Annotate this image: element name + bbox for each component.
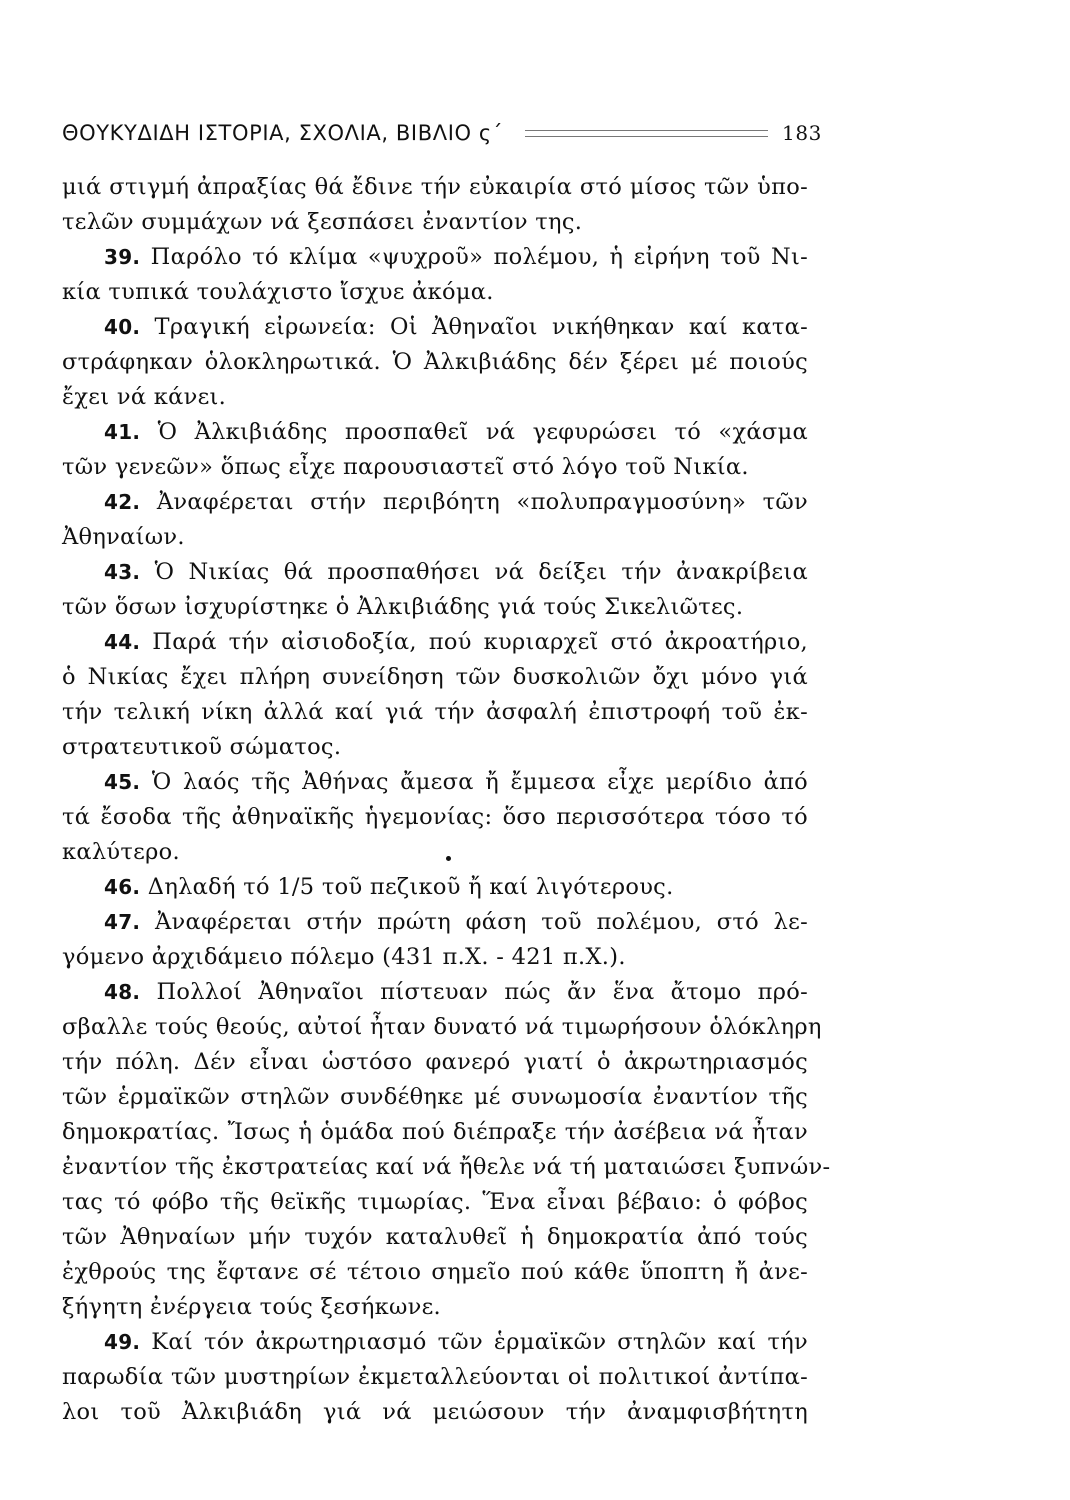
- text-line: στράφηκαν ὁλοκληρωτικά. Ὁ Ἀλκιβιάδης δέν ξέρει μέ ποιούς: [62, 349, 808, 375]
- text-line: τήν πόλη. Δέν εἶναι ὡστόσο φανερό γιατί ὁ ἀκρωτηριασμός: [62, 1049, 808, 1075]
- text-line: γόμενο ἀρχιδάμειο πόλεμο (431 π.Χ. - 421 π.Χ.).: [62, 944, 626, 970]
- note-47: [62, 905, 808, 940]
- text-line: ξήγητη ἐνέργεια τούς ξεσήκωνε.: [62, 1294, 441, 1320]
- note-text: Ὁ Νικίας θά προσπαθήσει νά δείξει τήν ἀνακρίβεια: [154, 559, 808, 585]
- text-line: τῶν γενεῶν» ὅπως εἶχε παρουσιαστεῖ στό λόγο τοῦ Νικία.: [62, 454, 749, 480]
- note-45: [62, 765, 808, 800]
- text-line: ἐχθρούς της ἔφτανε σέ τέτοιο σημεῖο πού κάθε ὕποπτη ἤ ἀνε-: [62, 1259, 808, 1285]
- text-line: τῶν ὅσων ἰσχυρίστηκε ὁ Ἀλκιβιάδης γιά τούς Σικελιῶτες.: [62, 594, 744, 620]
- note-49: [62, 1325, 808, 1360]
- note-40: [62, 310, 808, 345]
- text-line: τήν τελική νίκη ἀλλά καί γιά τήν ἀσφαλή ἐπιστροφή τοῦ ἐκ-: [62, 699, 808, 725]
- note-number: 41.: [104, 420, 141, 444]
- text-line: τας τό φόβο τῆς θεϊκῆς τιμωρίας. Ἕνα εἶναι βέβαιο: ὁ φόβος: [62, 1189, 808, 1215]
- header-rule: [525, 130, 768, 137]
- note-number: 47.: [104, 910, 141, 934]
- note-44: [62, 625, 808, 660]
- text-line: τά ἔσοδα τῆς ἀθηναϊκῆς ἡγεμονίας: ὅσο περισσότερα τόσο τό: [62, 804, 808, 830]
- text-line: Ἀθηναίων.: [62, 524, 185, 550]
- note-number: 44.: [104, 630, 141, 654]
- note-number: 46.: [104, 875, 141, 899]
- page-number: 183: [782, 121, 822, 145]
- note-text: Ἀναφέρεται στήν πρώτη φάση τοῦ πολέμου, στό λε-: [154, 909, 808, 935]
- text-line: τῶν Ἀθηναίων μήν τυχόν καταλυθεῖ ἡ δημοκρατία ἀπό τούς: [62, 1224, 808, 1250]
- notes-body: [62, 170, 831, 1430]
- print-speck: [446, 856, 451, 861]
- note-48: [62, 975, 808, 1010]
- note-text: Παρόλο τό κλίμα «ψυχροῦ» πολέμου, ἡ εἰρήνη τοῦ Νι-: [150, 244, 808, 270]
- header-title: ΘΟΥΚΥΔΙΔΗ ΙΣΤΟΡΙΑ, ΣΧΟΛΙΑ, ΒΙΒΛΙΟ ς΄: [62, 121, 503, 145]
- text-line: ἔχει νά κάνει.: [62, 384, 227, 410]
- text-line: σβαλλε τούς θεούς, αὐτοί ἦταν δυνατό νά τιμωρήσουν ὁλόκληρη: [62, 1014, 822, 1040]
- note-text: Τραγική εἰρωνεία: Οἱ Ἀθηναῖοι νικήθηκαν καί κατα-: [154, 314, 809, 340]
- note-text: Καί τόν ἀκρωτηριασμό τῶν ἑρμαϊκῶν στηλῶν καί τήν: [151, 1329, 809, 1355]
- note-number: 43.: [104, 560, 141, 584]
- note-number: 45.: [104, 770, 141, 794]
- text-line: ὁ Νικίας ἔχει πλήρη συνείδηση τῶν δυσκολιῶν ὄχι μόνο γιά: [62, 664, 808, 690]
- text-line: καλύτερο.: [62, 839, 180, 865]
- text-line: τῶν ἑρμαϊκῶν στηλῶν συνδέθηκε μέ συνωμοσία ἐναντίον τῆς: [62, 1084, 808, 1110]
- note-39: [62, 240, 808, 275]
- running-header: [62, 113, 822, 153]
- note-42: [62, 485, 808, 520]
- note-number: 39.: [104, 245, 141, 269]
- note-46: [62, 870, 808, 905]
- text-line: μιά στιγμή ἀπραξίας θά ἔδινε τήν εὐκαιρία στό μίσος τῶν ὑπο-: [62, 174, 808, 200]
- note-text: Ὁ Ἀλκιβιάδης προσπαθεῖ νά γεφυρώσει τό «χάσμα: [157, 419, 808, 445]
- text-line: τελῶν συμμάχων νά ξεσπάσει ἐναντίον της.: [62, 209, 583, 235]
- note-number: 49.: [104, 1330, 141, 1354]
- note-number: 42.: [104, 490, 141, 514]
- note-text: Ἀναφέρεται στήν περιβόητη «πολυπραγμοσύνη» τῶν: [156, 489, 808, 515]
- text-line: στρατευτικοῦ σώματος.: [62, 734, 342, 760]
- note-43: [62, 555, 808, 590]
- note-41: [62, 415, 808, 450]
- text-line: δημοκρατίας. Ἴσως ἡ ὁμάδα πού διέπραξε τήν ἀσέβεια νά ἦταν: [62, 1119, 808, 1145]
- note-number: 40.: [104, 315, 141, 339]
- note-text: Δηλαδή τό 1/5 τοῦ πεζικοῦ ἤ καί λιγότερους.: [147, 874, 674, 900]
- text-line: ἐναντίον τῆς ἐκστρατείας καί νά ἤθελε νά τή ματαιώσει ξυπνών-: [62, 1154, 831, 1180]
- text-line: λοι τοῦ Ἀλκιβιάδη γιά νά μειώσουν τήν ἀναμφισβήτητη: [62, 1399, 808, 1425]
- note-number: 48.: [104, 980, 141, 1004]
- text-line: κία τυπικά τουλάχιστο ἴσχυε ἀκόμα.: [62, 279, 494, 305]
- text-line: παρωδία τῶν μυστηρίων ἐκμεταλλεύονται οἱ πολιτικοί ἀντίπα-: [62, 1364, 808, 1390]
- note-text: Παρά τήν αἰσιοδοξία, πού κυριαρχεῖ στό ἀκροατήριο,: [152, 629, 808, 655]
- note-text: Πολλοί Ἀθηναῖοι πίστευαν πώς ἄν ἕνα ἄτομο πρό-: [156, 979, 808, 1005]
- note-text: Ὁ λαός τῆς Ἀθήνας ἄμεσα ἤ ἔμμεσα εἶχε μερίδιο ἀπό: [151, 769, 809, 795]
